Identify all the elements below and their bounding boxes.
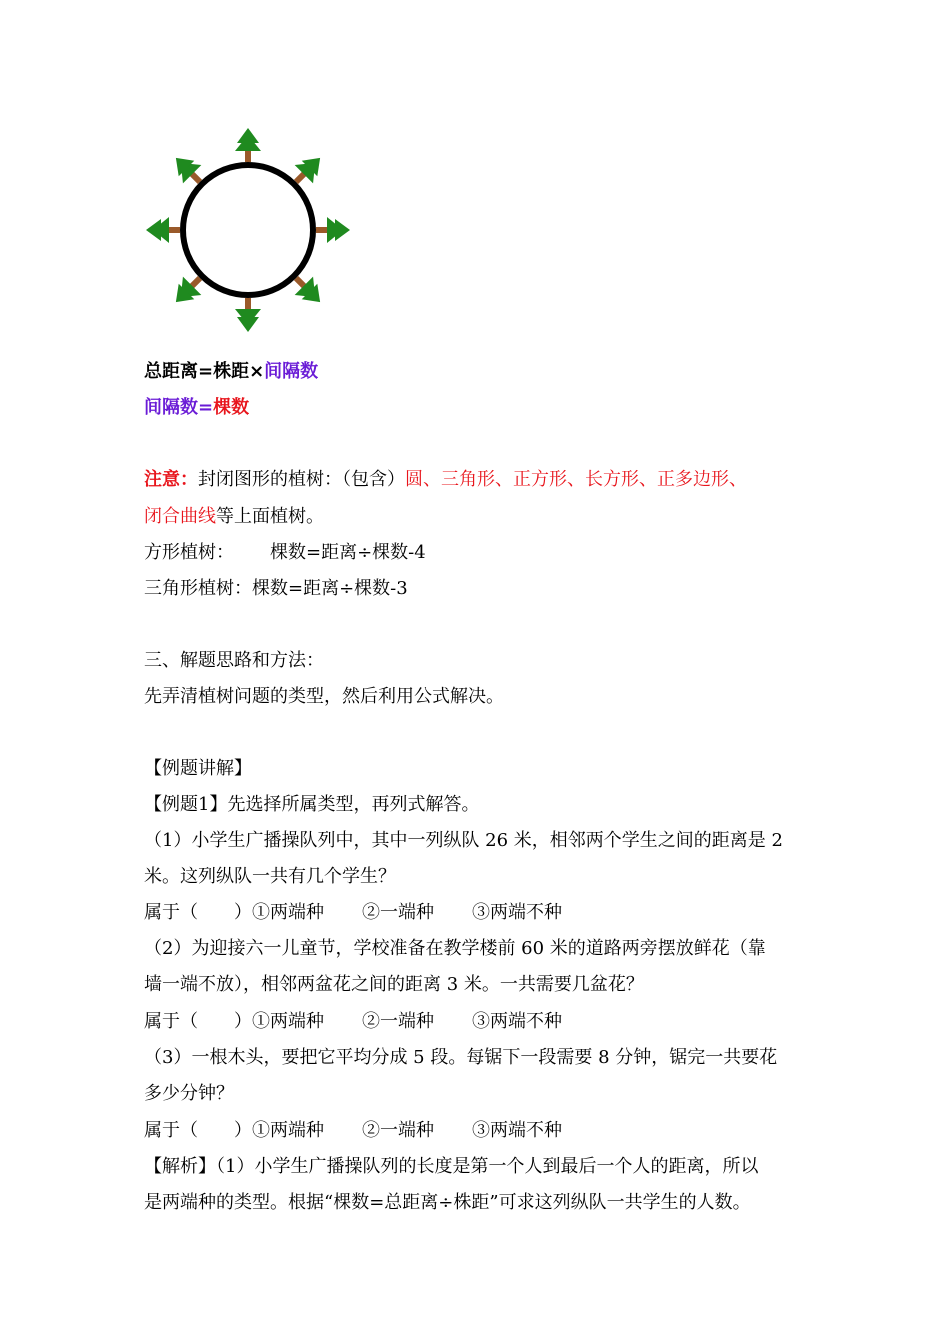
section-3-body: 先弄清植树问题的类型，然后利用公式解决。	[144, 686, 504, 707]
analysis-label: 【解析】	[144, 1156, 216, 1177]
note-line-1	[144, 468, 747, 492]
question-2-line-2: 墙一端不放），相邻两盆花之间的距离 3 米。一共需要几盆花？	[144, 974, 644, 995]
question-3-line-1: （3）一根木头，要把它平均分成 5 段。每锯下一段需要 8 分钟，锯完一共要花	[144, 1047, 778, 1068]
section-3-heading: 三、解题思路和方法：	[144, 650, 324, 671]
choice-blank: 属于（ ）	[144, 902, 252, 923]
formula-line-2	[144, 396, 249, 420]
example-1-label: 【例题1】	[144, 794, 228, 815]
example-1-line	[144, 793, 479, 817]
option-both-ends: ①两端种	[252, 1011, 324, 1032]
analysis-text-1: （1）小学生广播操队列的长度是第一个人到最后一个人的距离，所以	[216, 1156, 759, 1177]
triangle-planting-line	[144, 577, 408, 601]
triangle-formula: 棵数=距离÷棵数-3	[252, 578, 408, 599]
examples-heading: 【例题讲解】	[144, 758, 252, 779]
formula-tree-count: 棵数	[213, 397, 250, 418]
circular-tree-planting-diagram	[140, 120, 355, 335]
square-planting-line	[144, 541, 426, 565]
tree-icon	[235, 128, 261, 162]
question-3-choices	[144, 1119, 562, 1143]
option-both-ends: ①两端种	[252, 902, 324, 923]
formula-total-distance: 总距离=株距×	[144, 361, 265, 382]
question-2-line-1: （2）为迎接六一儿童节，学校准备在教学楼前 60 米的道路两旁摆放鲜花（靠	[144, 938, 766, 959]
formula-interval-count: 间隔数	[264, 361, 319, 382]
analysis-line-1	[144, 1155, 758, 1179]
question-3-line-2: 多少分钟？	[144, 1083, 234, 1104]
note-label: 注意：	[144, 469, 198, 490]
closed-circle	[183, 165, 313, 295]
tree-icon	[316, 217, 350, 243]
question-1-line-2: 米。这列纵队一共有几个学生？	[144, 866, 396, 887]
question-1-choices	[144, 901, 562, 925]
option-no-ends: ③两端不种	[472, 1011, 562, 1032]
note-text-2: 等上面植树。	[216, 506, 324, 527]
formula-line-1	[144, 360, 318, 384]
tree-icon	[146, 217, 180, 243]
analysis-line-2: 是两端种的类型。根据“棵数=总距离÷株距”可求这列纵队一共学生的人数。	[144, 1192, 751, 1213]
option-one-end: ②一端种	[362, 902, 434, 923]
option-no-ends: ③两端不种	[472, 1120, 562, 1141]
option-no-ends: ③两端不种	[472, 902, 562, 923]
question-1-line-1: （1）小学生广播操队列中，其中一列纵队 26 米，相邻两个学生之间的距离是 2	[144, 830, 783, 851]
choice-blank: 属于（ ）	[144, 1120, 252, 1141]
note-line-2	[144, 505, 324, 529]
square-label: 方形植树：	[144, 542, 234, 563]
triangle-label: 三角形植树：	[144, 578, 252, 599]
option-one-end: ②一端种	[362, 1120, 434, 1141]
note-shapes: 圆、三角形、正方形、长方形、正多边形、	[405, 469, 747, 490]
formula-interval-eq: 间隔数=	[144, 397, 214, 418]
option-both-ends: ①两端种	[252, 1120, 324, 1141]
note-closed-curve: 闭合曲线	[144, 506, 216, 527]
choice-blank: 属于（ ）	[144, 1011, 252, 1032]
tree-icon	[235, 298, 261, 332]
option-one-end: ②一端种	[362, 1011, 434, 1032]
square-formula: 棵数=距离÷棵数-4	[270, 542, 426, 563]
question-2-choices	[144, 1010, 562, 1034]
note-text: 封闭图形的植树：（包含）	[198, 469, 405, 490]
example-1-instruction: 先选择所属类型，再列式解答。	[227, 794, 480, 815]
